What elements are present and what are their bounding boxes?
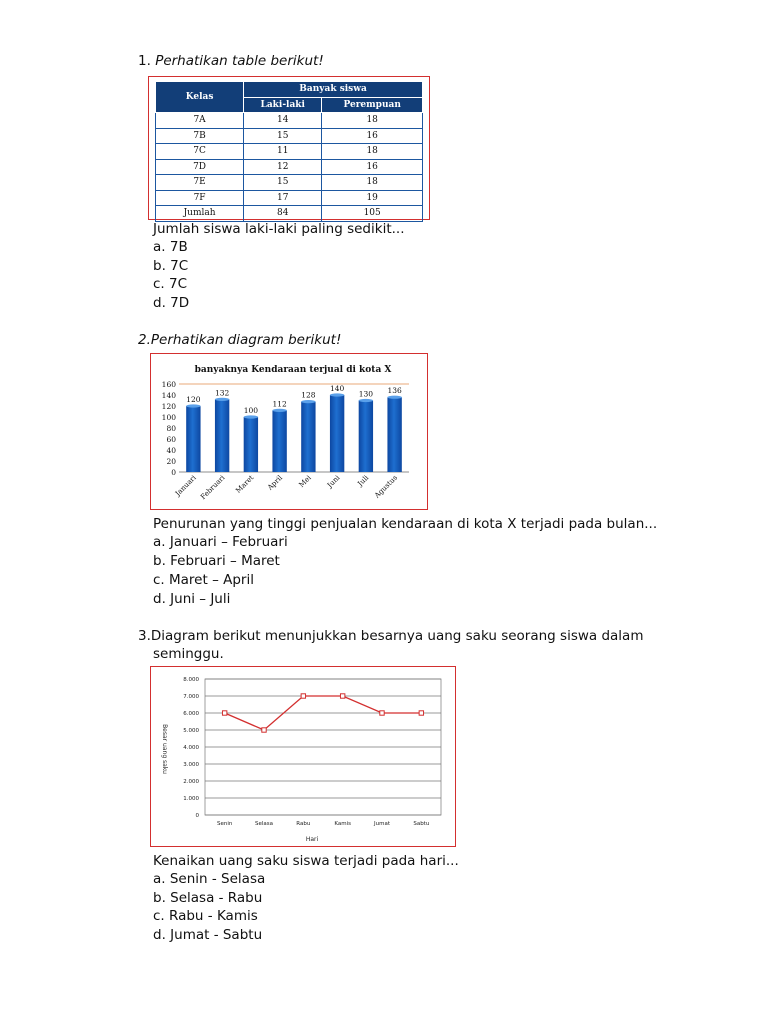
y-tick-label: 140 bbox=[161, 391, 176, 400]
bar-cap bbox=[244, 415, 258, 418]
table-cell: 14 bbox=[244, 113, 322, 129]
point-rabu bbox=[301, 694, 305, 698]
x-tick-label: Juli bbox=[356, 473, 371, 488]
x-tick-label: April bbox=[266, 473, 285, 492]
bar-mei bbox=[301, 402, 315, 472]
point-jumat bbox=[380, 711, 384, 715]
line-chart bbox=[151, 667, 454, 845]
q1-option-c[interactable]: c. 7C bbox=[153, 276, 188, 292]
point-sabtu bbox=[419, 711, 423, 715]
q1-option-b[interactable]: b. 7C bbox=[153, 258, 189, 274]
x-tick-label: Januari bbox=[173, 473, 198, 498]
table-row bbox=[156, 206, 423, 222]
table-cell: Jumlah bbox=[156, 206, 244, 222]
q1-option-a[interactable]: a. 7B bbox=[153, 239, 188, 255]
q3-option-a[interactable]: a. Senin - Selasa bbox=[153, 871, 266, 887]
y-tick-label: 4.000 bbox=[183, 745, 199, 751]
y-tick-label: 0 bbox=[171, 468, 176, 477]
x-tick-label: Jumat bbox=[374, 821, 390, 827]
table-cell: 16 bbox=[322, 159, 423, 175]
table-cell: 7C bbox=[156, 144, 244, 160]
bar-value-label: 140 bbox=[329, 384, 345, 393]
x-tick-label: Februari bbox=[199, 473, 227, 502]
q2-option-d[interactable]: d. Juni – Juli bbox=[153, 591, 231, 607]
table-cell: 7A bbox=[156, 113, 244, 129]
table-row bbox=[156, 144, 423, 160]
table-cell: 11 bbox=[244, 144, 322, 160]
line-chart-ylabel: Besar uang saku bbox=[161, 724, 168, 774]
table-cell: 16 bbox=[322, 128, 423, 144]
x-tick-label: Kamis bbox=[334, 821, 351, 827]
point-senin bbox=[222, 711, 226, 715]
bar-value-label: 132 bbox=[214, 388, 230, 398]
x-tick-label: Agustus bbox=[373, 473, 400, 500]
bar-juli bbox=[359, 401, 373, 473]
bar-value-label: 130 bbox=[358, 389, 374, 399]
table-cell: 19 bbox=[322, 190, 423, 206]
bar-februari bbox=[215, 399, 229, 472]
q1-option-d[interactable]: d. 7D bbox=[153, 295, 190, 311]
x-tick-label: Rabu bbox=[296, 821, 311, 827]
table-cell: 18 bbox=[322, 144, 423, 160]
table-cell: 7D bbox=[156, 159, 244, 175]
table-row bbox=[156, 113, 423, 129]
bar-cap bbox=[301, 400, 315, 403]
bar-cap bbox=[215, 398, 229, 401]
header-kelas: Kelas bbox=[156, 82, 244, 113]
bar-januari bbox=[186, 406, 200, 472]
y-tick-label: 8.000 bbox=[183, 677, 199, 683]
y-tick-label: 2.000 bbox=[183, 779, 199, 785]
q3-title-line1: 3.Diagram berikut menunjukkan besarnya uang saku seorang siswa dalam bbox=[138, 628, 644, 644]
bar-value-label: 120 bbox=[186, 395, 201, 404]
table-row bbox=[156, 128, 423, 144]
q1-table-frame bbox=[148, 76, 430, 220]
table-cell: 7F bbox=[156, 190, 244, 206]
bar-cap bbox=[387, 396, 401, 399]
q2-option-a[interactable]: a. Januari – Februari bbox=[153, 534, 288, 550]
point-selasa bbox=[262, 728, 266, 732]
line-chart-xlabel: Hari bbox=[305, 836, 319, 843]
q3-option-c[interactable]: c. Rabu - Kamis bbox=[153, 908, 258, 924]
x-tick-label: Sabtu bbox=[413, 821, 430, 827]
q3-title-line2: seminggu. bbox=[153, 646, 224, 662]
table-row bbox=[156, 159, 423, 175]
y-tick-label: 120 bbox=[161, 402, 176, 411]
table-cell: 18 bbox=[322, 113, 423, 129]
bar-chart bbox=[151, 354, 426, 508]
bar-april bbox=[272, 410, 286, 472]
x-tick-label: Juni bbox=[325, 473, 342, 490]
q2-question: Penurunan yang tinggi penjualan kendaraan di kota X terjadi pada bulan... bbox=[153, 516, 658, 532]
x-tick-label: Senin bbox=[216, 821, 233, 827]
q3-option-d[interactable]: d. Jumat - Sabtu bbox=[153, 927, 263, 943]
y-tick-label: 1.000 bbox=[183, 796, 199, 802]
header-banyak-siswa: Banyak siswa bbox=[244, 82, 423, 98]
y-tick-label: 80 bbox=[166, 424, 176, 433]
point-kamis bbox=[340, 694, 344, 698]
table-cell: 15 bbox=[244, 175, 322, 191]
bar-juni bbox=[330, 395, 344, 472]
header-perempuan: Perempuan bbox=[322, 97, 423, 113]
x-tick-label: Mei bbox=[297, 473, 313, 490]
y-tick-label: 6.000 bbox=[183, 711, 199, 717]
y-tick-label: 100 bbox=[161, 413, 176, 422]
y-tick-label: 60 bbox=[166, 435, 176, 444]
x-tick-label: Selasa bbox=[254, 821, 274, 827]
bar-cap bbox=[330, 393, 344, 396]
q2-title: 2.Perhatikan diagram berikut! bbox=[138, 332, 342, 348]
y-tick-label: 0 bbox=[195, 813, 199, 819]
table-cell: 17 bbox=[244, 190, 322, 206]
y-tick-label: 40 bbox=[166, 446, 176, 455]
q1-number: 1. bbox=[138, 53, 151, 69]
y-tick-label: 20 bbox=[166, 457, 176, 466]
bar-value-label: 128 bbox=[301, 390, 316, 400]
q2-option-c[interactable]: c. Maret – April bbox=[153, 572, 254, 588]
bar-cap bbox=[186, 404, 200, 407]
q1-title: Perhatikan table berikut! bbox=[155, 53, 324, 69]
table-cell: 15 bbox=[244, 128, 322, 144]
table-row bbox=[156, 175, 423, 191]
table-cell: 7E bbox=[156, 175, 244, 191]
q2-chart-frame bbox=[150, 353, 428, 510]
q2-option-b[interactable]: b. Februari – Maret bbox=[153, 553, 280, 569]
header-laki-laki: Laki-laki bbox=[244, 97, 322, 113]
students-table bbox=[155, 81, 423, 222]
bar-value-label: 112 bbox=[272, 399, 287, 409]
table-cell: 12 bbox=[244, 159, 322, 175]
bar-value-label: 100 bbox=[243, 406, 259, 415]
table-cell: 18 bbox=[322, 175, 423, 191]
bar-chart-title: banyaknya Kendaraan terjual di kota X bbox=[194, 365, 392, 375]
y-tick-label: 7.000 bbox=[183, 694, 199, 700]
bar-maret bbox=[244, 417, 258, 472]
q3-question: Kenaikan uang saku siswa terjadi pada hari... bbox=[153, 853, 459, 869]
bar-value-label: 136 bbox=[387, 386, 402, 396]
table-cell: 105 bbox=[322, 206, 423, 222]
bar-cap bbox=[272, 409, 286, 412]
y-tick-label: 5.000 bbox=[183, 728, 199, 734]
q3-option-b[interactable]: b. Selasa - Rabu bbox=[153, 890, 263, 906]
bar-agustus bbox=[387, 397, 401, 472]
y-tick-label: 160 bbox=[161, 380, 176, 389]
q1-question: Jumlah siswa laki-laki paling sedikit... bbox=[153, 221, 405, 237]
bar-cap bbox=[359, 399, 373, 402]
y-tick-label: 3.000 bbox=[183, 762, 199, 768]
table-cell: 7B bbox=[156, 128, 244, 144]
q1-heading bbox=[138, 52, 324, 70]
x-tick-label: Maret bbox=[234, 473, 256, 495]
table-row bbox=[156, 190, 423, 206]
q3-chart-frame bbox=[150, 666, 456, 847]
table-cell: 84 bbox=[244, 206, 322, 222]
